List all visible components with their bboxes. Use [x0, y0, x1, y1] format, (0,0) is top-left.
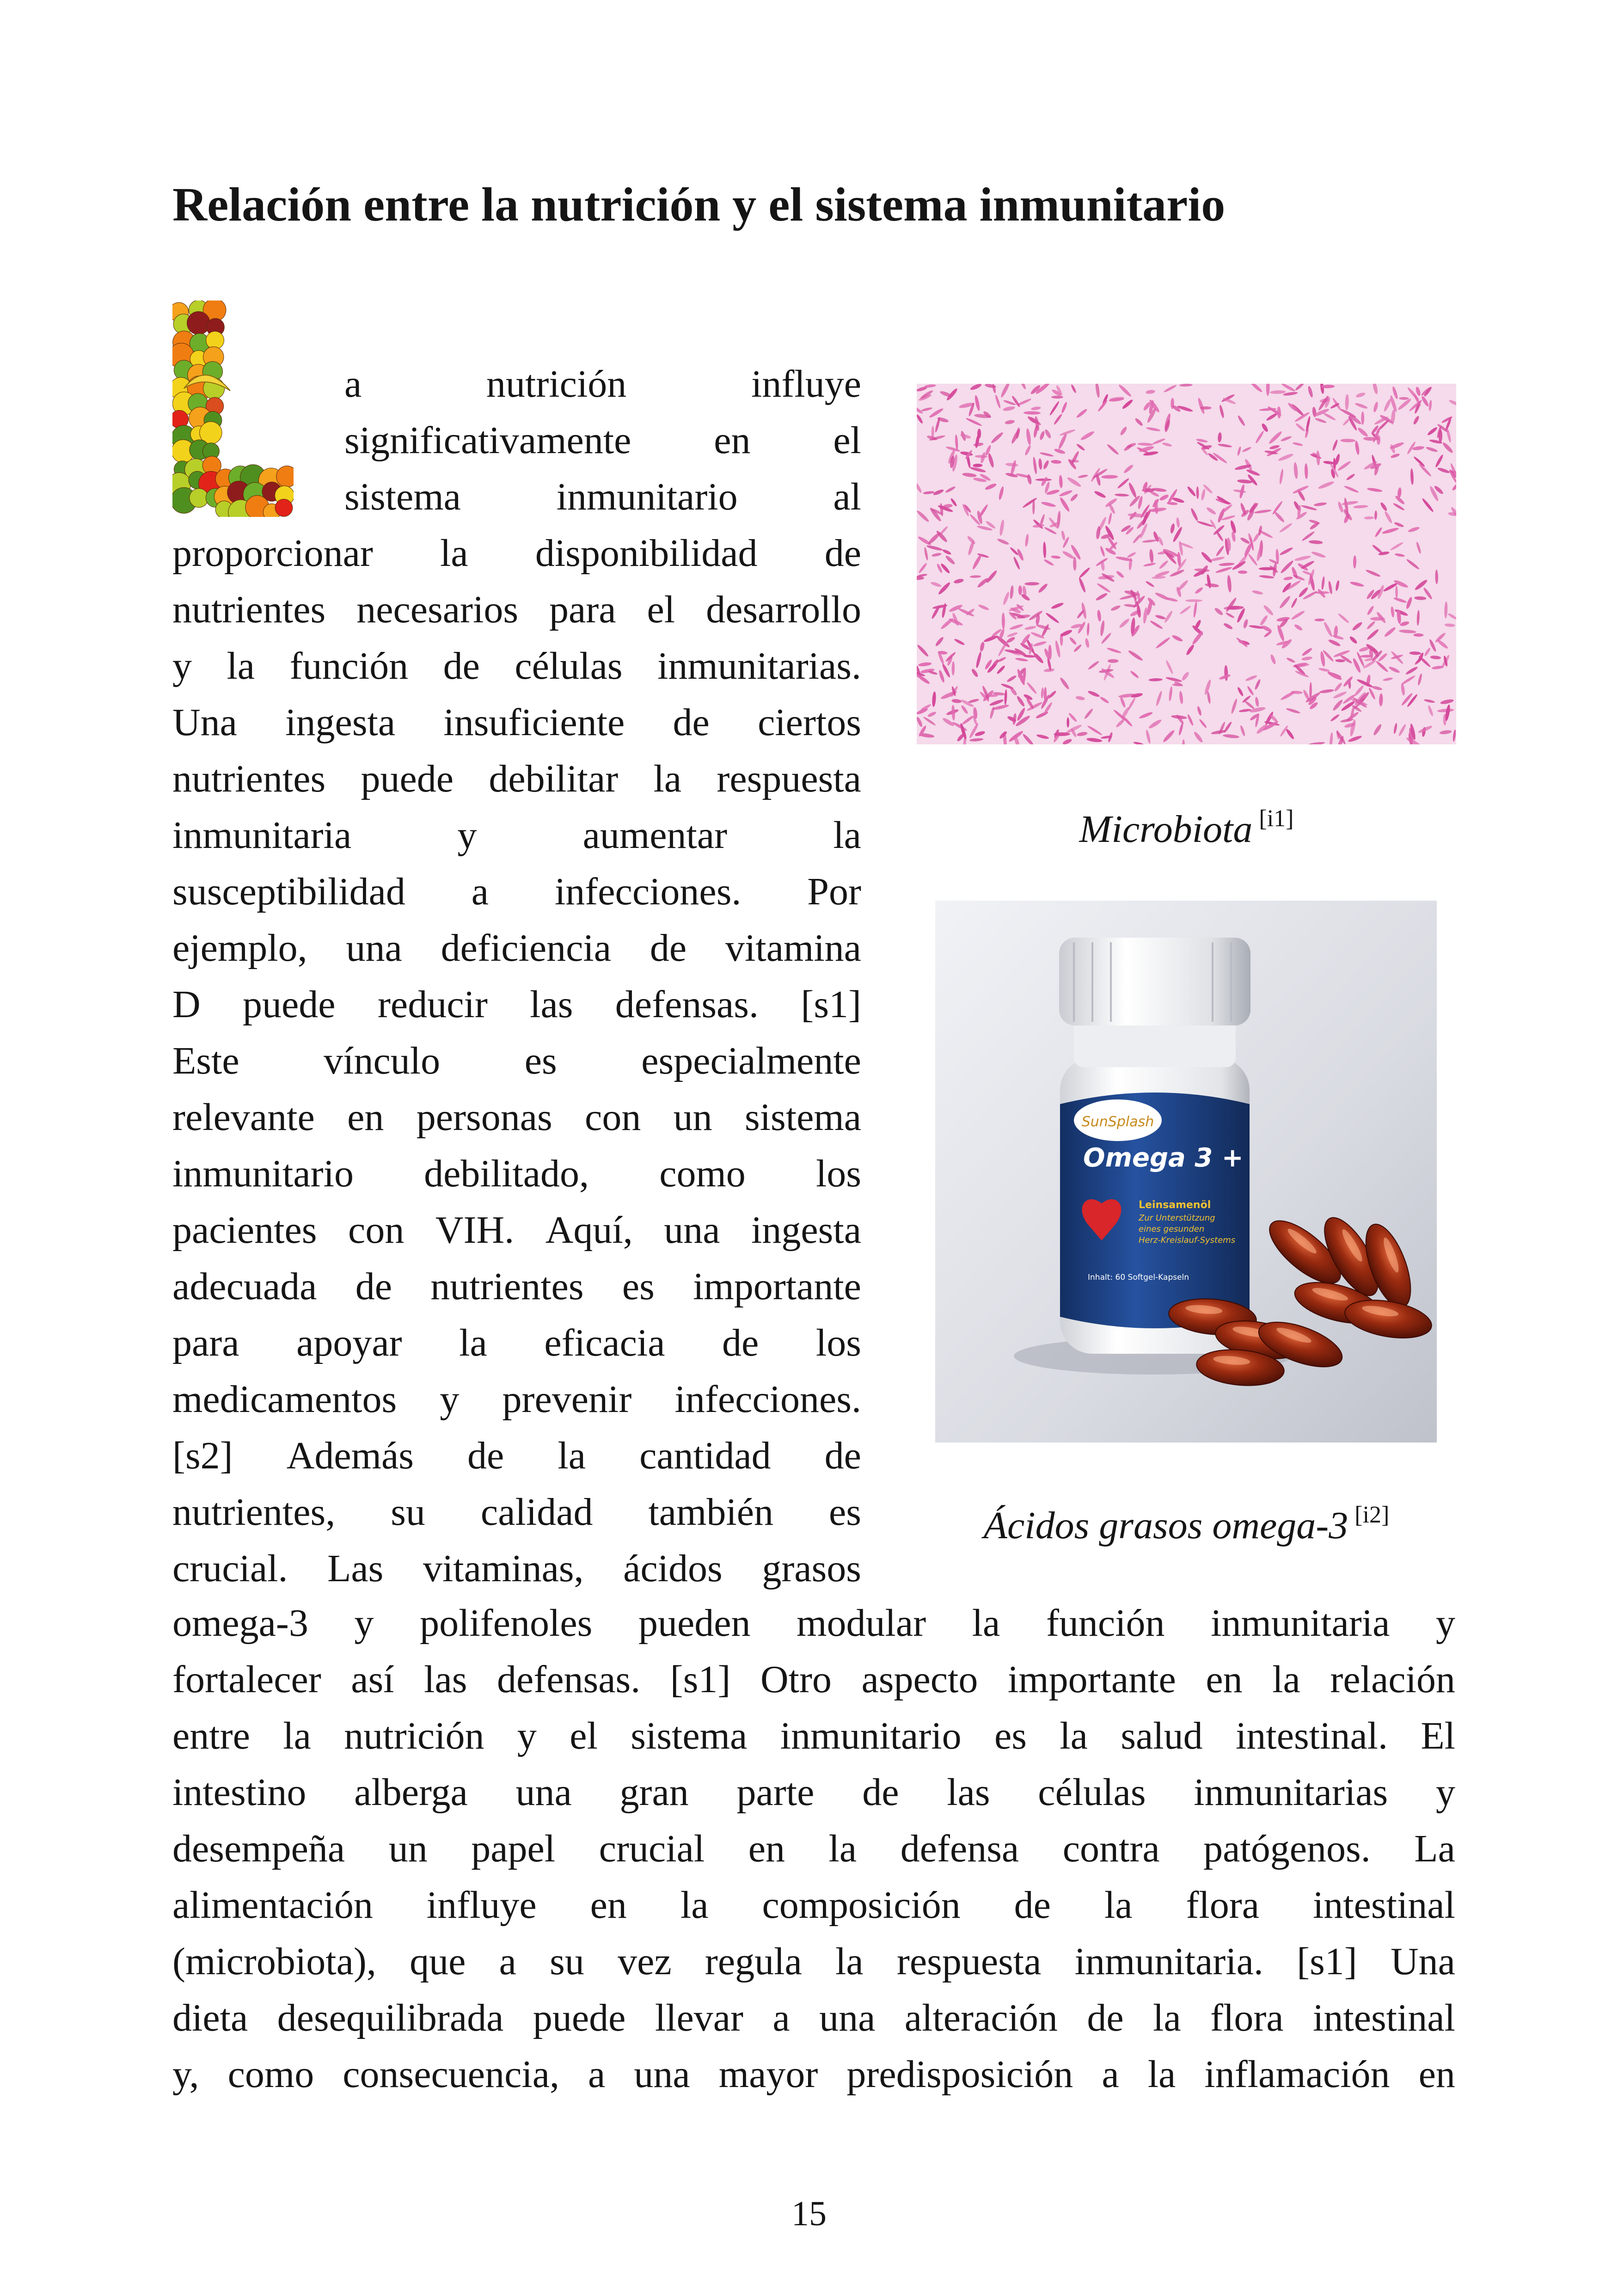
word: [s2] [172, 1434, 233, 1477]
word: inmunitaria [1211, 1602, 1390, 1645]
word: una [346, 927, 402, 970]
word: debilitar [489, 757, 619, 800]
word: también [648, 1491, 774, 1534]
word: el [570, 1714, 598, 1757]
word: significativamente [344, 419, 631, 462]
word: alimentación [172, 1884, 373, 1927]
word: aumentar [582, 814, 728, 857]
word: es [829, 1491, 861, 1534]
word: intestinal [1312, 1996, 1455, 2039]
word: la [653, 757, 682, 800]
word: inmunitaria. [1074, 1940, 1263, 1983]
word: vínculo [324, 1039, 441, 1082]
word: susceptibilidad [172, 870, 405, 913]
word: en [347, 1096, 384, 1139]
word: de [722, 1321, 759, 1364]
word: de [443, 645, 480, 688]
word: en [714, 419, 751, 462]
text-line [172, 1651, 1455, 1708]
word: grasos [762, 1547, 861, 1590]
word: al [833, 475, 861, 518]
word: la [1153, 1996, 1181, 2039]
text-line [172, 1821, 1455, 1877]
text-line [172, 1764, 1455, 1821]
word: reducir [377, 983, 488, 1026]
word: el [833, 419, 861, 462]
word: y [440, 1378, 460, 1421]
word: es [622, 1265, 655, 1308]
word: de [862, 1771, 899, 1814]
text-line [172, 1595, 1455, 1651]
word: la [440, 532, 468, 575]
word: inmunitarias. [657, 645, 861, 688]
text-line [172, 1428, 861, 1484]
text-line [172, 582, 861, 638]
word: intestinal [1312, 1884, 1455, 1927]
word: como [659, 1152, 746, 1195]
word: respuesta [717, 757, 861, 800]
word: en [590, 1884, 627, 1927]
word: y [1435, 1771, 1455, 1814]
word: ingesta [751, 1209, 861, 1252]
word: parte [736, 1771, 815, 1814]
text-line [172, 1033, 861, 1089]
word: y [1435, 1602, 1455, 1645]
word: un [388, 1827, 428, 1870]
word: Además [286, 1434, 414, 1477]
word: medicamentos [172, 1378, 397, 1421]
text-line [172, 1484, 861, 1541]
word: ingesta [285, 701, 396, 744]
word: en [748, 1827, 785, 1870]
word: importante [693, 1265, 861, 1308]
word: su [550, 1940, 584, 1983]
word: puede [243, 983, 336, 1026]
word: una [515, 1771, 572, 1814]
word: sistema [344, 475, 461, 518]
text-line [172, 638, 861, 694]
word: influye [751, 362, 861, 405]
text-line [172, 920, 861, 976]
text-line [172, 694, 861, 751]
word: la [972, 1602, 1000, 1645]
word: la [835, 1940, 864, 1983]
word: y, [172, 2053, 199, 2096]
word: calidad [480, 1491, 593, 1534]
text-line [172, 864, 861, 920]
word: la [558, 1434, 586, 1477]
word: células [515, 645, 623, 688]
word: para [172, 1321, 239, 1364]
word: intestino [172, 1771, 306, 1814]
word: flora [1186, 1884, 1260, 1927]
word: así [351, 1658, 394, 1701]
word: la [1060, 1714, 1088, 1757]
text-line [172, 1089, 861, 1146]
text-line [344, 412, 861, 469]
word: y [457, 814, 477, 857]
word: papel [471, 1827, 556, 1870]
word: fortalecer [172, 1658, 321, 1701]
image-reference: [i1] [1259, 805, 1294, 832]
word: infecciones. [674, 1378, 861, 1421]
word: aspecto [861, 1658, 978, 1701]
word: las [530, 983, 573, 1026]
word: de [824, 532, 861, 575]
text-line [172, 1541, 861, 1597]
word: entre [172, 1714, 250, 1757]
word: infecciones. [554, 870, 742, 913]
word: de [1087, 1996, 1124, 2039]
word: defensas. [497, 1658, 641, 1701]
word: flora [1210, 1996, 1284, 2039]
word: Una [1391, 1940, 1455, 1983]
word: sistema [631, 1714, 748, 1757]
word: respuesta [896, 1940, 1042, 1983]
text-line [344, 469, 861, 525]
word: la [1272, 1658, 1300, 1701]
figure-caption-microbiota [917, 793, 1456, 855]
word: inmunitarias [1194, 1771, 1388, 1814]
word: un [673, 1096, 712, 1139]
text-line [172, 976, 861, 1033]
word: inmunitario [556, 475, 738, 518]
text-line [172, 1315, 861, 1371]
text-line [172, 1708, 1455, 1764]
word: de [1014, 1884, 1051, 1927]
word: Las [327, 1547, 384, 1590]
word: relación [1330, 1658, 1455, 1701]
word: ejemplo, [172, 927, 307, 970]
word: como [227, 2053, 314, 2096]
word: Otro [760, 1658, 832, 1701]
word: llevar [655, 1996, 744, 2039]
word: de [650, 927, 687, 970]
word: pacientes [172, 1209, 317, 1252]
word: y [354, 1602, 374, 1645]
word: [s1] [1297, 1940, 1357, 1983]
word: en [1418, 2053, 1455, 2096]
word: los [815, 1321, 861, 1364]
word: función [289, 645, 409, 688]
word: desarrollo [706, 588, 861, 631]
word: desempeña [172, 1827, 345, 1870]
word: con [348, 1209, 404, 1252]
word: adecuada [172, 1265, 317, 1308]
word: mayor [718, 2053, 818, 2096]
word: intestinal. [1236, 1714, 1388, 1757]
text-line [172, 1146, 861, 1202]
word: influye [426, 1884, 537, 1927]
word: en [1206, 1658, 1243, 1701]
omega3-bottle-image [935, 901, 1437, 1443]
word: de [673, 701, 710, 744]
word: disponibilidad [535, 532, 758, 575]
word: [s1] [801, 983, 861, 1026]
bottle-line-2: Zur Unterstützung [1139, 1213, 1215, 1223]
bottle-line-1: Leinsamenöl [1139, 1199, 1211, 1211]
word: la [833, 814, 861, 857]
word: una [664, 1209, 720, 1252]
word: nutrientes [430, 1265, 584, 1308]
word: Este [172, 1039, 239, 1082]
word: nutrientes [172, 757, 326, 800]
word: ácidos [623, 1547, 723, 1590]
word: la [1104, 1884, 1133, 1927]
word: vitamina [725, 927, 861, 970]
word: las [424, 1658, 467, 1701]
image-reference: [i2] [1354, 1502, 1390, 1528]
word: cantidad [639, 1434, 771, 1477]
word: y [517, 1714, 537, 1757]
word: Una [172, 701, 237, 744]
word: (microbiota), [172, 1940, 376, 1983]
word: patógenos. [1203, 1827, 1371, 1870]
word: ciertos [758, 701, 861, 744]
word: alteración [904, 1996, 1058, 2039]
word: vitaminas, [423, 1547, 584, 1590]
word: defensa [900, 1827, 1019, 1870]
word: consecuencia, [343, 2053, 559, 2096]
text-line [172, 2046, 1455, 2103]
word: nutrientes [172, 588, 326, 631]
word: inflamación [1204, 2053, 1390, 2096]
word: puede [533, 1996, 626, 2039]
word: las [947, 1771, 990, 1814]
word: La [1414, 1827, 1455, 1870]
word: a [471, 870, 489, 913]
word: que [410, 1940, 466, 1983]
word: su [391, 1491, 425, 1534]
bottle-line-3: eines gesunden [1139, 1224, 1205, 1234]
word: contra [1062, 1827, 1160, 1870]
word: función [1046, 1602, 1165, 1645]
word: los [815, 1152, 861, 1195]
word: especialmente [641, 1039, 861, 1082]
word: composición [762, 1884, 961, 1927]
page-title: Relación entre la nutrición y el sistema inmunitario [172, 178, 1226, 231]
word: eficacia [544, 1321, 665, 1364]
word: modular [797, 1602, 926, 1645]
word: inmunitario [780, 1714, 962, 1757]
word: nutrición [486, 362, 627, 405]
caption-text: Microbiota [1079, 808, 1253, 851]
word: El [1421, 1714, 1455, 1757]
word: apoyar [296, 1321, 402, 1364]
word: pueden [638, 1602, 751, 1645]
text-line [172, 1877, 1455, 1934]
word: defensas. [615, 983, 759, 1026]
word: a [772, 1996, 790, 2039]
word: células [1038, 1771, 1146, 1814]
word: puede [361, 757, 454, 800]
word: debilitado, [424, 1152, 589, 1195]
word: vez [618, 1940, 672, 1983]
text-line [172, 1934, 1455, 1990]
text-line [172, 751, 861, 807]
word: sistema [745, 1096, 861, 1139]
word: deficiencia [441, 927, 612, 970]
word: regula [705, 1940, 802, 1983]
word: la [828, 1827, 857, 1870]
word: a [588, 2053, 606, 2096]
word: la [459, 1321, 487, 1364]
word: para [549, 588, 616, 631]
word: inmunitario [172, 1152, 354, 1195]
word: relevante [172, 1096, 315, 1139]
word: con [585, 1096, 641, 1139]
caption-text: Ácidos grasos omega-3 [983, 1504, 1348, 1547]
word: de [355, 1265, 392, 1308]
word: la [1147, 2053, 1176, 2096]
word: D [172, 983, 201, 1026]
word: crucial. [172, 1547, 288, 1590]
text-line [172, 1371, 861, 1428]
word: alberga [354, 1771, 468, 1814]
word: dieta [172, 1996, 248, 2039]
word: nutrición [344, 1714, 484, 1757]
word: es [994, 1714, 1027, 1757]
fruit-dropcap-letter-l [172, 301, 294, 517]
bottle-contents: Inhalt: 60 Softgel-Kapseln [1088, 1273, 1189, 1282]
text-line [172, 807, 861, 864]
bottle-line-4: Herz-Kreislauf-Systems [1139, 1235, 1236, 1245]
word: insuficiente [443, 701, 625, 744]
word: es [524, 1039, 557, 1082]
word: gran [619, 1771, 689, 1814]
word: predisposición [846, 2053, 1073, 2096]
word: desequilibrada [277, 1996, 504, 2039]
word: Por [807, 870, 861, 913]
word: polifenoles [420, 1602, 593, 1645]
page-number: 15 [791, 2194, 827, 2233]
word: necesarios [356, 588, 519, 631]
word: la [283, 1714, 311, 1757]
text-line [172, 1202, 861, 1259]
word: a [499, 1940, 516, 1983]
word: a [344, 362, 362, 405]
word: una [819, 1996, 876, 2039]
word: y [172, 645, 192, 688]
word: a [1102, 2053, 1119, 2096]
bottle-brand: SunSplash [1081, 1114, 1154, 1130]
word: personas [416, 1096, 552, 1139]
word: de [467, 1434, 504, 1477]
word: nutrientes, [172, 1491, 336, 1534]
word: omega-3 [172, 1602, 308, 1645]
microbiota-image [917, 384, 1456, 744]
word: crucial [599, 1827, 705, 1870]
word: proporcionar [172, 532, 373, 575]
word: Aquí, [545, 1209, 633, 1252]
word: inmunitaria [172, 814, 352, 857]
word: la [227, 645, 255, 688]
text-line [344, 356, 861, 412]
bottle-product: Omega 3 + [1083, 1143, 1244, 1173]
text-line [172, 525, 861, 582]
word: VIH. [435, 1209, 515, 1252]
word: [s1] [670, 1658, 731, 1701]
word: de [824, 1434, 861, 1477]
word: el [647, 588, 675, 631]
figure-caption-omega3 [917, 1490, 1456, 1551]
word: una [634, 2053, 690, 2096]
word: salud [1121, 1714, 1203, 1757]
word: la [680, 1884, 709, 1927]
text-line [172, 1259, 861, 1315]
text-line [172, 1990, 1455, 2046]
word: prevenir [502, 1378, 632, 1421]
word: importante [1007, 1658, 1176, 1701]
